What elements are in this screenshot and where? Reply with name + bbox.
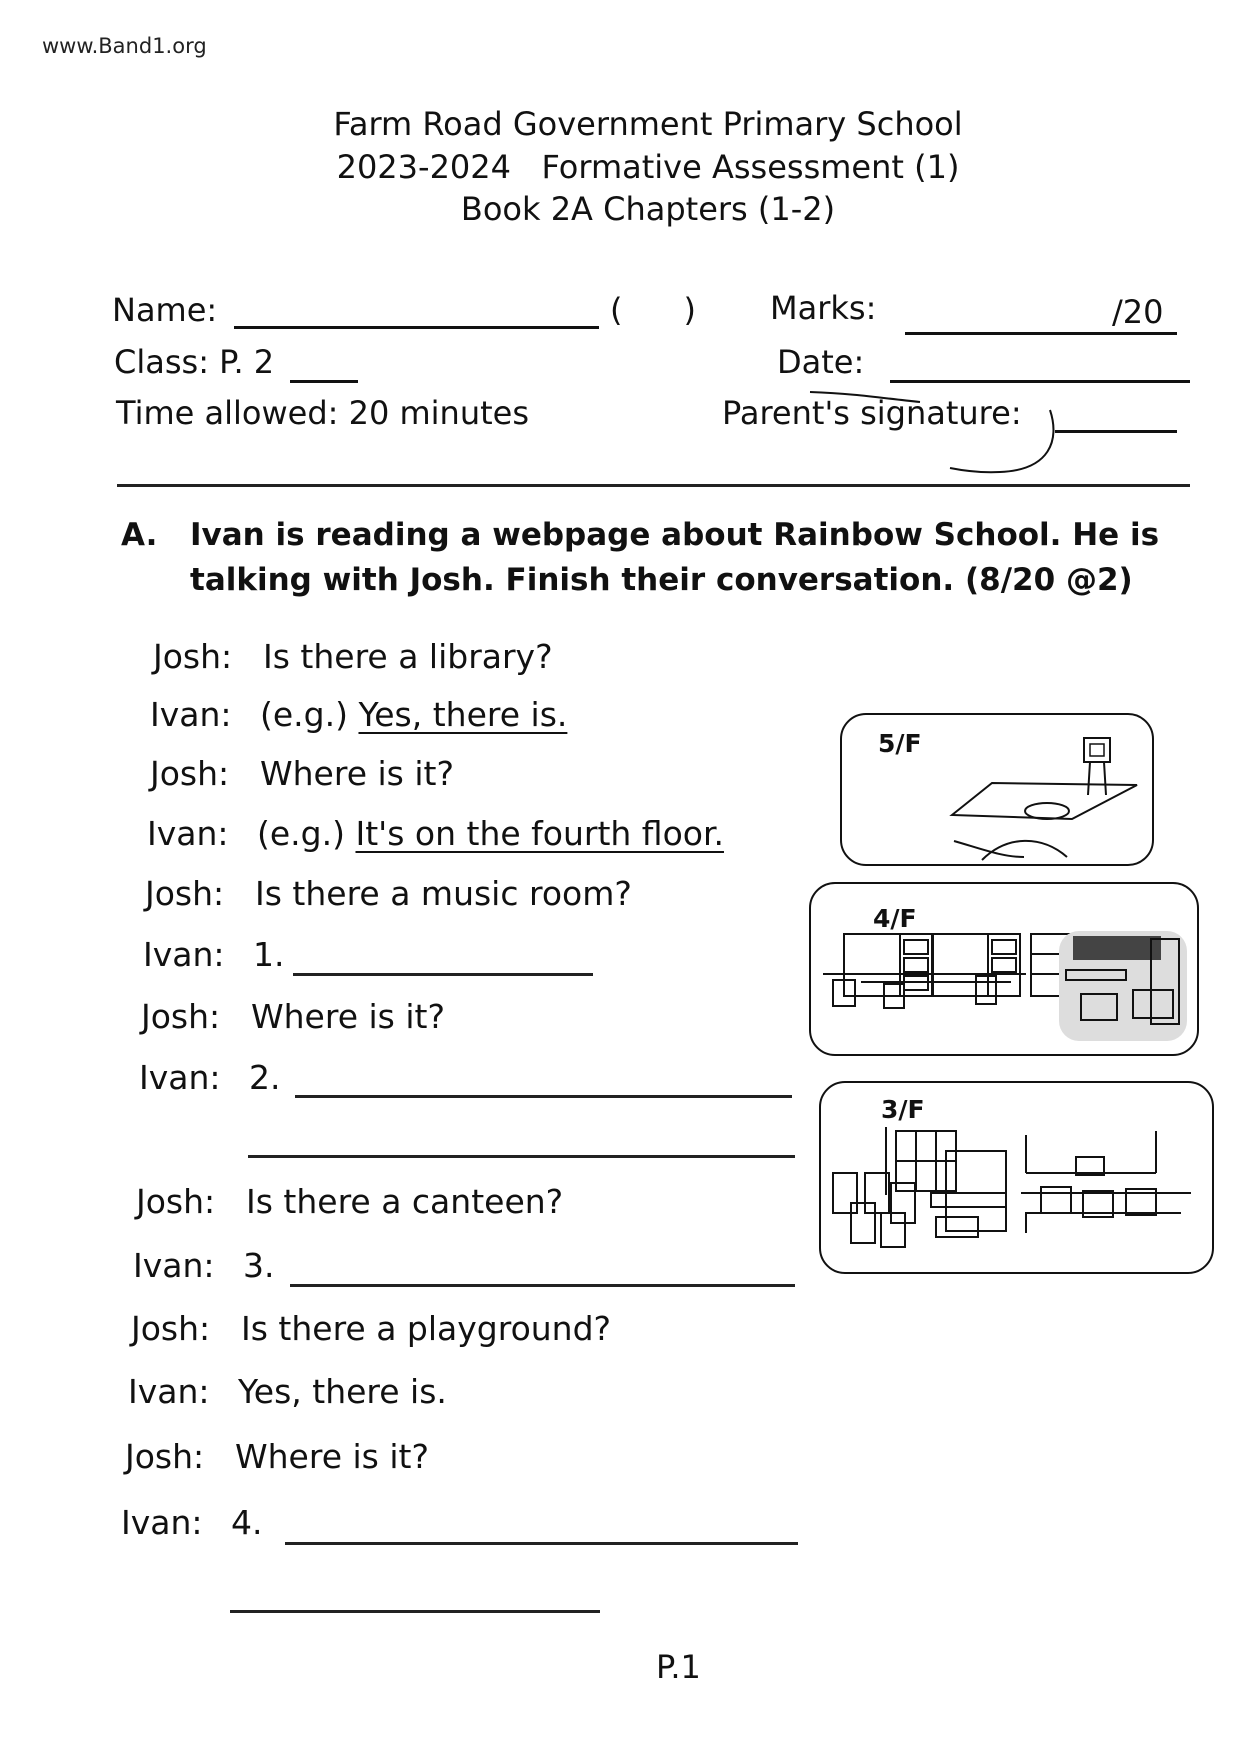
section-letter: A.	[121, 517, 158, 553]
name-label: Name:	[112, 291, 218, 329]
class-field[interactable]	[290, 380, 358, 383]
example-answer: Yes, there is.	[358, 695, 568, 734]
answer-field-2[interactable]	[295, 1095, 792, 1098]
dialogue-line: Josh: Where is it?	[141, 997, 445, 1036]
basketball-court-icon	[842, 715, 1152, 864]
dialogue-line: Ivan: (e.g.) It's on the fourth floor.	[147, 814, 724, 853]
music-computer-room-icon	[821, 1083, 1212, 1272]
class-number-field[interactable]: ( )	[610, 291, 696, 329]
floor-3-box	[819, 1081, 1214, 1274]
floor-5-box	[840, 713, 1154, 866]
signature-label: Parent's signature:	[722, 394, 1022, 432]
dialogue-line: Josh: Where is it?	[150, 754, 454, 793]
page-number: P.1	[656, 1648, 701, 1686]
dialogue-line: Josh: Is there a canteen?	[136, 1182, 564, 1221]
answer-field-1[interactable]	[293, 973, 593, 976]
library-classroom-icon	[811, 884, 1197, 1054]
dialogue-line: Josh: Is there a library?	[153, 637, 553, 676]
class-label: Class: P. 2	[114, 343, 275, 381]
answer-field-4-line2[interactable]	[230, 1610, 600, 1613]
dialogue-line: Ivan: (e.g.) Yes, there is.	[150, 695, 568, 734]
school-name: Farm Road Government Primary School	[333, 105, 963, 143]
date-label: Date:	[777, 343, 865, 381]
answer-field-2-line2[interactable]	[248, 1155, 795, 1158]
signature-scribble	[880, 380, 1060, 480]
dialogue-line: Ivan: 2.	[139, 1058, 281, 1097]
signature-field[interactable]	[1055, 430, 1177, 433]
name-field[interactable]	[234, 326, 599, 329]
book-chapters: Book 2A Chapters (1-2)	[460, 190, 836, 228]
marks-label: Marks:	[770, 289, 877, 327]
marks-total: /20	[1112, 293, 1164, 331]
answer-field-4[interactable]	[285, 1542, 798, 1545]
answer-field-3[interactable]	[290, 1284, 795, 1287]
marks-field[interactable]	[905, 332, 1177, 335]
dialogue-line: Josh: Is there a music room?	[145, 874, 632, 913]
dialogue-line: Ivan: 3.	[133, 1246, 275, 1285]
floor-label: 5/F	[878, 729, 922, 758]
assessment-title: 2023-2024 Formative Assessment (1)	[336, 148, 960, 186]
time-allowed: Time allowed: 20 minutes	[116, 394, 529, 432]
example-answer: It's on the fourth floor.	[355, 814, 724, 853]
floor-4-box	[809, 882, 1199, 1056]
dialogue-line: Josh: Is there a playground?	[131, 1309, 612, 1348]
section-instructions-line1: Ivan is reading a webpage about Rainbow School. He is	[190, 517, 1160, 553]
dialogue-line: Ivan: 1.	[143, 935, 285, 974]
floor-label: 3/F	[881, 1095, 925, 1124]
dialogue-line: Ivan: 4.	[121, 1503, 263, 1542]
watermark: www.Band1.org	[42, 34, 207, 58]
floor-label: 4/F	[873, 904, 917, 933]
section-instructions-line2: talking with Josh. Finish their conversation. (8/20 @2)	[190, 562, 1133, 598]
dialogue-line: Josh: Where is it?	[125, 1437, 429, 1476]
dialogue-line: Ivan: Yes, there is.	[128, 1372, 447, 1411]
header-divider	[117, 484, 1190, 487]
